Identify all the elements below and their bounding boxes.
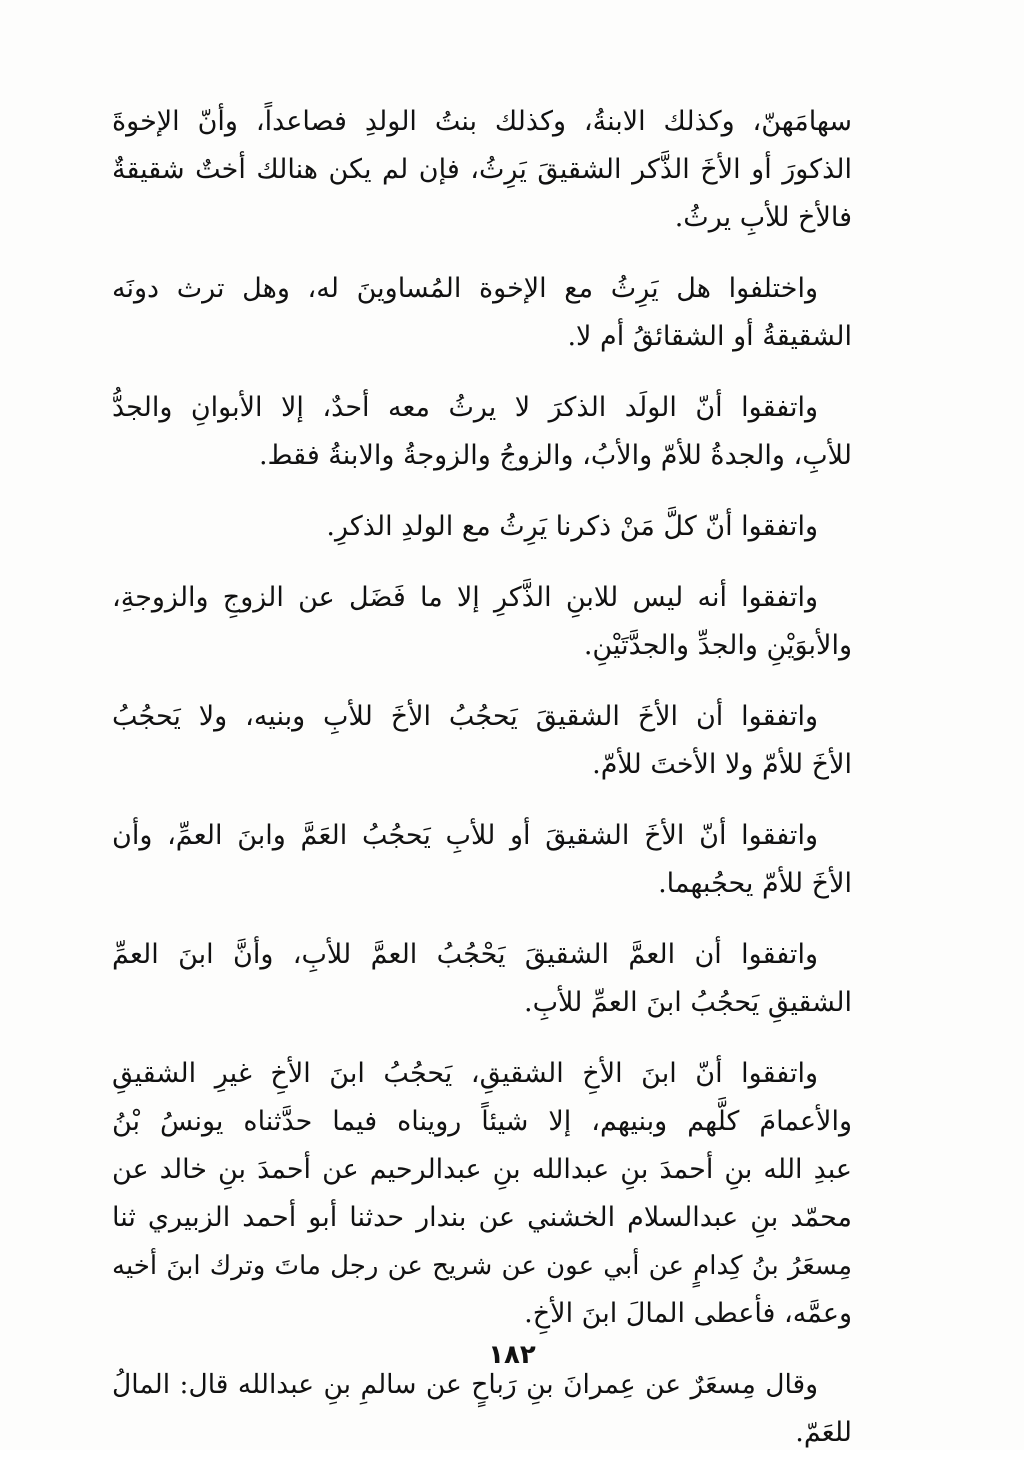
text-line: سهامَهنّ، وكذلك الابنةُ، وكذلك بنتُ الولدِ فصاعداً، وأنّ الإخوةَ [112, 106, 852, 137]
paragraph [112, 98, 852, 242]
paragraph [112, 812, 852, 908]
paragraph [112, 1361, 852, 1457]
text-line: واتفقوا أنّ ابنَ الأخِ الشقيقِ، يَحجُبُ ابنَ الأخِ غيرِ الشقيقِ [112, 1058, 818, 1089]
text-line: للأبِ، والجدةُ للأمّ والأبُ، والزوجُ والزوجةُ والابنةُ فقط. [258, 440, 852, 471]
page-body [112, 98, 852, 1480]
text-line: الأخَ للأمّ يحجُبهما. [658, 868, 852, 899]
text-line: الشقيقِ يَحجُبُ ابنَ العمِّ للأبِ. [524, 987, 852, 1018]
text-line: للعَمّ. [795, 1417, 852, 1448]
text-line: واختلفوا هل يَرِثُ مع الإخوة المُساوينَ له، وهل ترث دونَه [112, 273, 818, 304]
text-line: الذكورَ أو الأخَ الذَّكر الشقيقَ يَرِثُ، فإن لم يكن هنالك أختٌ شقيقةٌ [112, 154, 852, 185]
text-line: الشقيقةُ أو الشقائقُ أم لا. [567, 321, 852, 352]
paragraph [112, 265, 852, 361]
paragraph [112, 574, 852, 670]
text-line: واتفقوا أن العمَّ الشقيقَ يَحْجُبُ العمَّ للأبِ، وأنَّ ابنَ العمِّ [112, 939, 818, 970]
text-line: واتفقوا أنّ كلَّ مَنْ ذكرنا يَرِثُ مع الولدِ الذكرِ. [326, 511, 818, 542]
text-line: وعمَّه، فأعطى المالَ ابنَ الأخِ. [524, 1298, 852, 1329]
paragraph [112, 931, 852, 1027]
text-line: واتفقوا أنّ الولَد الذكرَ لا يرثُ معه أحدٌ، إلا الأبوانِ والجدُّ [112, 392, 818, 423]
text-line: عبدِ الله بنِ أحمدَ بنِ عبدالله بنِ عبدالرحيم عن أحمدَ بنِ خالد عن [112, 1154, 852, 1185]
paragraph [112, 384, 852, 480]
text-line: واتفقوا أن الأخَ الشقيقَ يَحجُبُ الأخَ للأبِ وبنيه، ولا يَحجُبُ [112, 701, 818, 732]
paragraph [112, 693, 852, 789]
text-line: واتفقوا أنه ليس للابنِ الذَّكرِ إلا ما فَضَل عن الزوجِ والزوجةِ، [112, 582, 818, 613]
text-line: والأعمامَ كلَّهم وبنيهم، إلا شيئاً رويناه فيما حدَّثناه يونسُ بْنُ [112, 1106, 852, 1137]
page-number: ١٨٢ [488, 1340, 536, 1370]
text-line: والأبوَيْنِ والجدِّ والجدَّتَيْنِ. [583, 630, 852, 661]
text-line: فالأخ للأبِ يرثُ. [674, 202, 852, 233]
text-line: محمّد بنِ عبدالسلام الخشني عن بندار حدثنا أبو أحمد الزبيري ثنا [112, 1202, 852, 1233]
paragraph [112, 1050, 852, 1338]
text-line: واتفقوا أنّ الأخَ الشقيقَ أو للأبِ يَحجُبُ العَمَّ وابنَ العمِّ، وأن [112, 820, 818, 851]
paragraph [112, 503, 852, 551]
text-line: الأخَ للأمّ ولا الأختَ للأمّ. [592, 749, 852, 780]
text-line: وقال مِسعَرٌ عن عِمرانَ بنِ رَباحٍ عن سالمِ بنِ عبدالله قال: المالُ [112, 1369, 818, 1400]
text-line: مِسعَرُ بنُ كِدامٍ عن أبي عون عن شريح عن رجل ماتَ وترك ابنَ أخيه [112, 1251, 852, 1281]
